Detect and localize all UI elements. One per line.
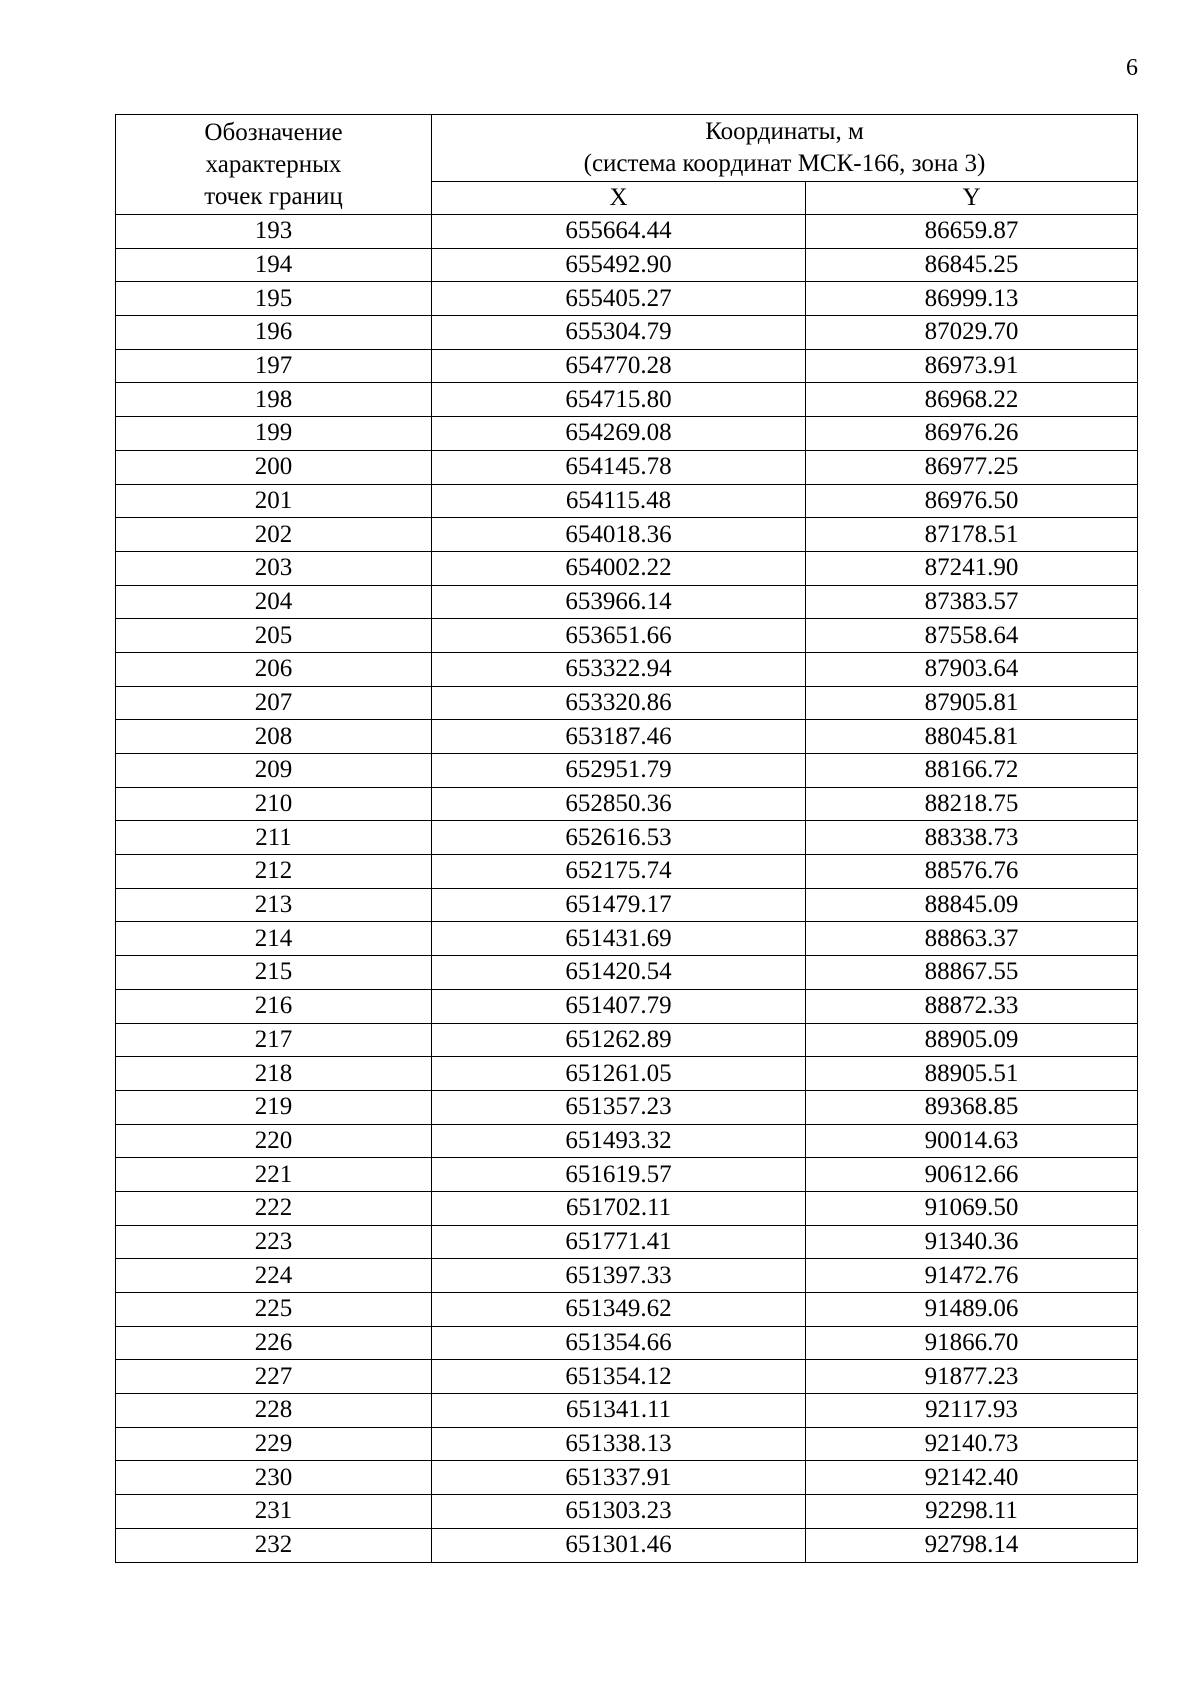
point-id-cell: 202 <box>116 518 432 552</box>
y-coordinate-cell: 92142.40 <box>806 1461 1138 1495</box>
table-row <box>116 1495 1138 1529</box>
y-coordinate-cell: 86976.26 <box>806 417 1138 451</box>
table-row <box>116 1394 1138 1428</box>
point-id-cell: 224 <box>116 1259 432 1293</box>
y-coordinate-cell: 88576.76 <box>806 855 1138 889</box>
y-coordinate-cell: 87383.57 <box>806 585 1138 619</box>
x-coordinate-cell: 654715.80 <box>432 383 806 417</box>
point-id-cell: 228 <box>116 1394 432 1428</box>
table-row <box>116 551 1138 585</box>
y-coordinate-cell: 91472.76 <box>806 1259 1138 1293</box>
x-coordinate-cell: 651354.12 <box>432 1360 806 1394</box>
table-row <box>116 652 1138 686</box>
point-id-cell: 225 <box>116 1293 432 1327</box>
y-coordinate-cell: 91866.70 <box>806 1326 1138 1360</box>
y-coordinate-cell: 91877.23 <box>806 1360 1138 1394</box>
y-coordinate-cell: 88166.72 <box>806 754 1138 788</box>
table-row <box>116 922 1138 956</box>
point-id-cell: 204 <box>116 585 432 619</box>
y-coordinate-cell: 86968.22 <box>806 383 1138 417</box>
point-id-cell: 211 <box>116 821 432 855</box>
table-row <box>116 1191 1138 1225</box>
point-id-cell: 203 <box>116 551 432 585</box>
table-row <box>116 720 1138 754</box>
x-coordinate-cell: 654269.08 <box>432 417 806 451</box>
x-coordinate-cell: 651262.89 <box>432 1023 806 1057</box>
table-row <box>116 956 1138 990</box>
x-coordinate-cell: 651337.91 <box>432 1461 806 1495</box>
x-coordinate-cell: 653322.94 <box>432 652 806 686</box>
x-coordinate-cell: 652951.79 <box>432 754 806 788</box>
table-row <box>116 1090 1138 1124</box>
point-id-cell: 217 <box>116 1023 432 1057</box>
y-coordinate-cell: 88872.33 <box>806 989 1138 1023</box>
y-coordinate-cell: 88905.09 <box>806 1023 1138 1057</box>
point-id-cell: 200 <box>116 450 432 484</box>
table-row <box>116 349 1138 383</box>
coordinates-table <box>115 114 1138 1563</box>
point-id-cell: 226 <box>116 1326 432 1360</box>
table-row <box>116 450 1138 484</box>
table-row <box>116 484 1138 518</box>
table-row <box>116 888 1138 922</box>
table-row <box>116 1225 1138 1259</box>
table-body <box>116 215 1138 1563</box>
x-coordinate-cell: 651303.23 <box>432 1495 806 1529</box>
x-coordinate-cell: 651420.54 <box>432 956 806 990</box>
point-id-cell: 213 <box>116 888 432 922</box>
y-coordinate-cell: 91340.36 <box>806 1225 1138 1259</box>
point-id-cell: 232 <box>116 1528 432 1562</box>
x-coordinate-cell: 651771.41 <box>432 1225 806 1259</box>
y-column-header: Y <box>806 182 1138 215</box>
table-row <box>116 316 1138 350</box>
point-id-cell: 208 <box>116 720 432 754</box>
point-id-cell: 210 <box>116 787 432 821</box>
x-coordinate-cell: 655405.27 <box>432 282 806 316</box>
table-row <box>116 1360 1138 1394</box>
table-row <box>116 1326 1138 1360</box>
point-id-cell: 195 <box>116 282 432 316</box>
point-id-cell: 221 <box>116 1158 432 1192</box>
x-coordinate-cell: 654145.78 <box>432 450 806 484</box>
y-coordinate-cell: 86977.25 <box>806 450 1138 484</box>
point-id-cell: 216 <box>116 989 432 1023</box>
x-coordinate-cell: 651338.13 <box>432 1427 806 1461</box>
point-id-cell: 194 <box>116 248 432 282</box>
point-id-cell: 214 <box>116 922 432 956</box>
x-coordinate-cell: 652616.53 <box>432 821 806 855</box>
point-id-cell: 198 <box>116 383 432 417</box>
table-row <box>116 215 1138 249</box>
table-row <box>116 855 1138 889</box>
y-coordinate-cell: 90014.63 <box>806 1124 1138 1158</box>
table-row <box>116 1023 1138 1057</box>
x-coordinate-cell: 651407.79 <box>432 989 806 1023</box>
table-row <box>116 619 1138 653</box>
point-id-cell: 205 <box>116 619 432 653</box>
point-id-cell: 199 <box>116 417 432 451</box>
point-header-line-1: Обозначение <box>204 119 343 146</box>
x-coordinate-cell: 651702.11 <box>432 1191 806 1225</box>
y-coordinate-cell: 92798.14 <box>806 1528 1138 1562</box>
point-id-cell: 231 <box>116 1495 432 1529</box>
y-coordinate-cell: 87029.70 <box>806 316 1138 350</box>
y-coordinate-cell: 88045.81 <box>806 720 1138 754</box>
table-header <box>116 115 1138 215</box>
x-coordinate-cell: 655664.44 <box>432 215 806 249</box>
point-id-cell: 220 <box>116 1124 432 1158</box>
table-row <box>116 821 1138 855</box>
y-coordinate-cell: 88845.09 <box>806 888 1138 922</box>
y-coordinate-cell: 86999.13 <box>806 282 1138 316</box>
x-coordinate-cell: 651479.17 <box>432 888 806 922</box>
table-row <box>116 686 1138 720</box>
point-id-cell: 196 <box>116 316 432 350</box>
y-coordinate-cell: 87178.51 <box>806 518 1138 552</box>
table-row <box>116 1528 1138 1562</box>
y-coordinate-cell: 88867.55 <box>806 956 1138 990</box>
point-id-cell: 215 <box>116 956 432 990</box>
point-id-cell: 209 <box>116 754 432 788</box>
y-coordinate-cell: 91069.50 <box>806 1191 1138 1225</box>
x-coordinate-cell: 653187.46 <box>432 720 806 754</box>
y-coordinate-cell: 89368.85 <box>806 1090 1138 1124</box>
x-coordinate-cell: 653651.66 <box>432 619 806 653</box>
x-coordinate-cell: 654770.28 <box>432 349 806 383</box>
x-coordinate-cell: 651354.66 <box>432 1326 806 1360</box>
x-coordinate-cell: 654115.48 <box>432 484 806 518</box>
table-row <box>116 417 1138 451</box>
y-coordinate-cell: 87905.81 <box>806 686 1138 720</box>
x-coordinate-cell: 651261.05 <box>432 1057 806 1091</box>
y-coordinate-cell: 88905.51 <box>806 1057 1138 1091</box>
coordinate-system-label: (система координат МСК-166, зона 3) <box>583 150 986 177</box>
point-id-cell: 223 <box>116 1225 432 1259</box>
x-coordinate-cell: 653320.86 <box>432 686 806 720</box>
table-row <box>116 787 1138 821</box>
table-row <box>116 1427 1138 1461</box>
table-row <box>116 1124 1138 1158</box>
x-coordinate-cell: 651357.23 <box>432 1090 806 1124</box>
page-number: 6 <box>1126 55 1138 81</box>
coordinates-header <box>432 115 1138 182</box>
table-row <box>116 754 1138 788</box>
table-row <box>116 282 1138 316</box>
y-coordinate-cell: 86973.91 <box>806 349 1138 383</box>
point-id-cell: 218 <box>116 1057 432 1091</box>
x-coordinate-cell: 651349.62 <box>432 1293 806 1327</box>
point-id-cell: 222 <box>116 1191 432 1225</box>
table-row <box>116 989 1138 1023</box>
x-coordinate-cell: 652850.36 <box>432 787 806 821</box>
point-header-line-2: характерных <box>205 151 342 178</box>
x-coordinate-cell: 655492.90 <box>432 248 806 282</box>
table-row <box>116 1158 1138 1192</box>
table-row <box>116 1293 1138 1327</box>
table-row <box>116 1259 1138 1293</box>
x-coordinate-cell: 651619.57 <box>432 1158 806 1192</box>
x-coordinate-cell: 654002.22 <box>432 551 806 585</box>
y-coordinate-cell: 88218.75 <box>806 787 1138 821</box>
y-coordinate-cell: 86976.50 <box>806 484 1138 518</box>
point-designation-header <box>116 115 432 215</box>
y-coordinate-cell: 92117.93 <box>806 1394 1138 1428</box>
x-coordinate-cell: 651431.69 <box>432 922 806 956</box>
y-coordinate-cell: 87903.64 <box>806 652 1138 686</box>
x-coordinate-cell: 651341.11 <box>432 1394 806 1428</box>
y-coordinate-cell: 91489.06 <box>806 1293 1138 1327</box>
y-coordinate-cell: 86845.25 <box>806 248 1138 282</box>
x-coordinate-cell: 651301.46 <box>432 1528 806 1562</box>
x-column-header: X <box>432 182 806 215</box>
point-id-cell: 197 <box>116 349 432 383</box>
y-coordinate-cell: 87558.64 <box>806 619 1138 653</box>
point-id-cell: 212 <box>116 855 432 889</box>
point-id-cell: 193 <box>116 215 432 249</box>
point-id-cell: 206 <box>116 652 432 686</box>
y-coordinate-cell: 92298.11 <box>806 1495 1138 1529</box>
table-row <box>116 1461 1138 1495</box>
point-id-cell: 219 <box>116 1090 432 1124</box>
y-coordinate-cell: 87241.90 <box>806 551 1138 585</box>
coordinates-header-title: Координаты, м <box>705 118 864 145</box>
point-id-cell: 229 <box>116 1427 432 1461</box>
x-coordinate-cell: 654018.36 <box>432 518 806 552</box>
table-row <box>116 585 1138 619</box>
point-id-cell: 227 <box>116 1360 432 1394</box>
table-row <box>116 1057 1138 1091</box>
point-id-cell: 230 <box>116 1461 432 1495</box>
y-coordinate-cell: 90612.66 <box>806 1158 1138 1192</box>
point-id-cell: 201 <box>116 484 432 518</box>
table-row <box>116 383 1138 417</box>
x-coordinate-cell: 651397.33 <box>432 1259 806 1293</box>
y-coordinate-cell: 88338.73 <box>806 821 1138 855</box>
point-id-cell: 207 <box>116 686 432 720</box>
y-coordinate-cell: 92140.73 <box>806 1427 1138 1461</box>
x-coordinate-cell: 653966.14 <box>432 585 806 619</box>
table-row <box>116 518 1138 552</box>
table-row <box>116 248 1138 282</box>
x-coordinate-cell: 655304.79 <box>432 316 806 350</box>
y-coordinate-cell: 88863.37 <box>806 922 1138 956</box>
point-header-line-3: точек границ <box>204 183 343 210</box>
x-coordinate-cell: 652175.74 <box>432 855 806 889</box>
x-coordinate-cell: 651493.32 <box>432 1124 806 1158</box>
y-coordinate-cell: 86659.87 <box>806 215 1138 249</box>
